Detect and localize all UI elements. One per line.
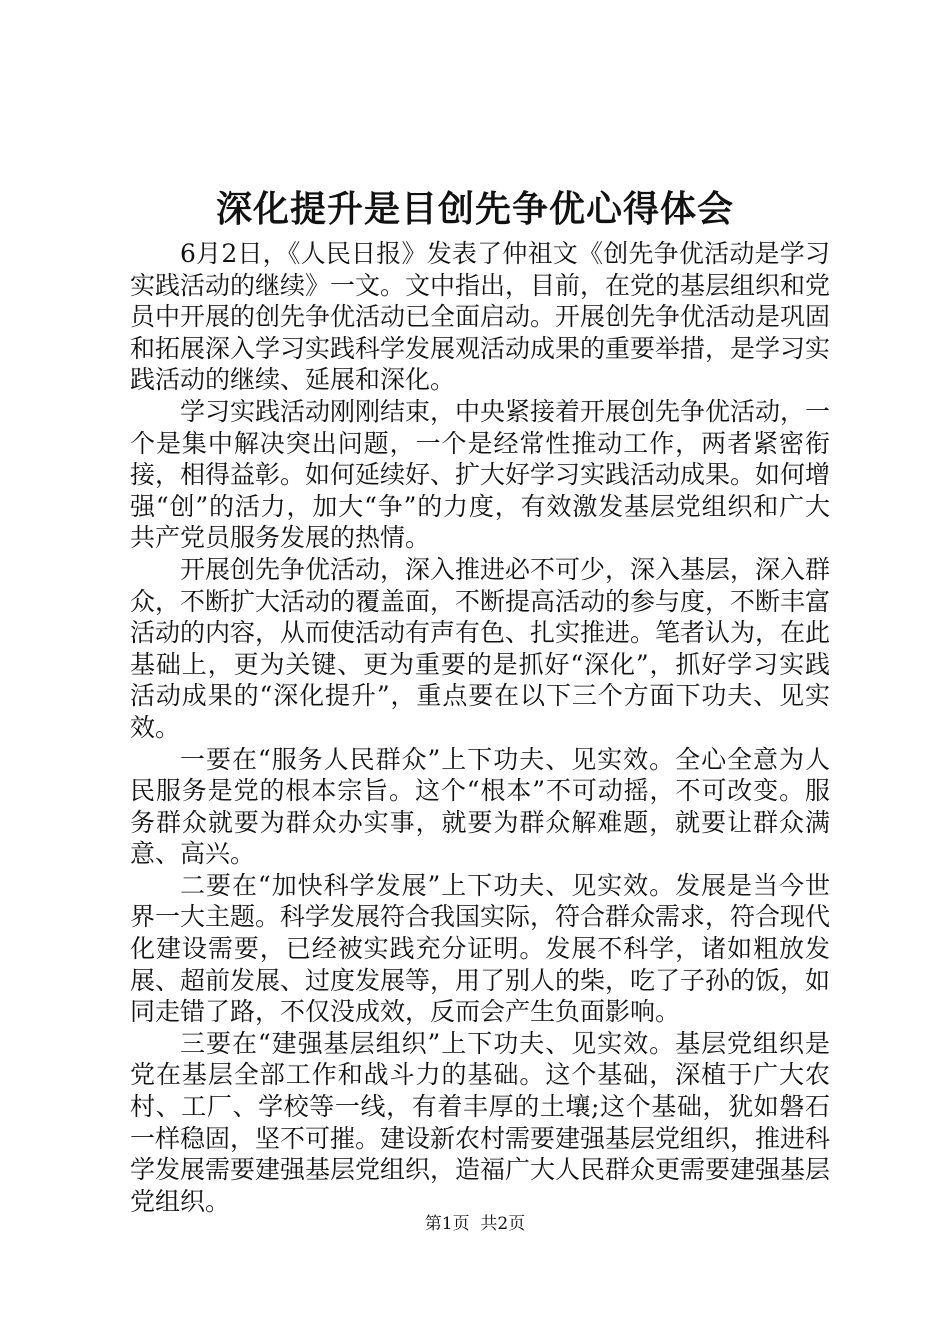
document-title: 深化提升是目创先争优心得体会 [215,188,734,230]
paragraph-1: 6月2日，《人民日报》发表了仲祖文《创先争优活动是学习实践活动的继续》一文。文中指出，目前，在党的基层组织和党员中开展的创先争优活动已全面启动。开展创先争优活动是巩固和拓展深入学习实践科学发展观活动成果的重要举措，是学习实践活动的继续、延展和深化。 [130,239,831,395]
paragraph-4: 一要在“服务人民群众”上下功夫、见实效。全心全意为人民服务是党的根本宗旨。这个“根本”不可动摇，不可改变。服务群众就要为群众办实事，就要为群众解难题，就要让群众满意、高兴。 [130,744,830,869]
paragraph-3: 开展创先争优活动，深入推进必不可少，深入基层，深入群众，不断扩大活动的覆盖面，不断提高活动的参与度，不断丰富活动的内容，从而使活动有声有色、扎实推进。笔者认为，在此基础上，更为关键、更为重要的是抓好“深化”，抓好学习实践活动成果的“深化提升”，重点要在以下三个方面下功夫、见实效。 [130,554,831,742]
paragraph-6: 三要在“建强基层组织”上下功夫、见实效。基层党组织是党在基层全部工作和战斗力的基础。这个基础，深植于广大农村、工厂、学校等一线，有着丰厚的土壤;这个基础，犹如磐石一样稳固，坚不可摧。建设新农村需要建强基层党组织，推进科学发展需要建强基层党组织，造福广大人民群众更需要建强基层党组织。 [130,1028,831,1216]
page-number-footer: 第1页 共2页 [424,1214,526,1234]
paragraph-5: 二要在“加快科学发展”上下功夫、见实效。发展是当今世界一大主题。科学发展符合我国实际，符合群众需求，符合现代化建设需要，已经被实践充分证明。发展不科学，诸如粗放发展、超前发展、过度发展等，用了别人的柴，吃了子孙的饭，如同走错了路，不仅没成效，反而会产生负面影响。 [130,870,831,1027]
paragraph-2: 学习实践活动刚刚结束，中央紧接着开展创先争优活动，一个是集中解决突出问题，一个是经常性推动工作，两者紧密衔接，相得益彰。如何延续好、扩大好学习实践活动成果。如何增强“创”的活力，加大“争”的力度，有效激发基层党组织和广大共产党员服务发展的热情。 [130,396,831,553]
document-body [130,238,830,1217]
